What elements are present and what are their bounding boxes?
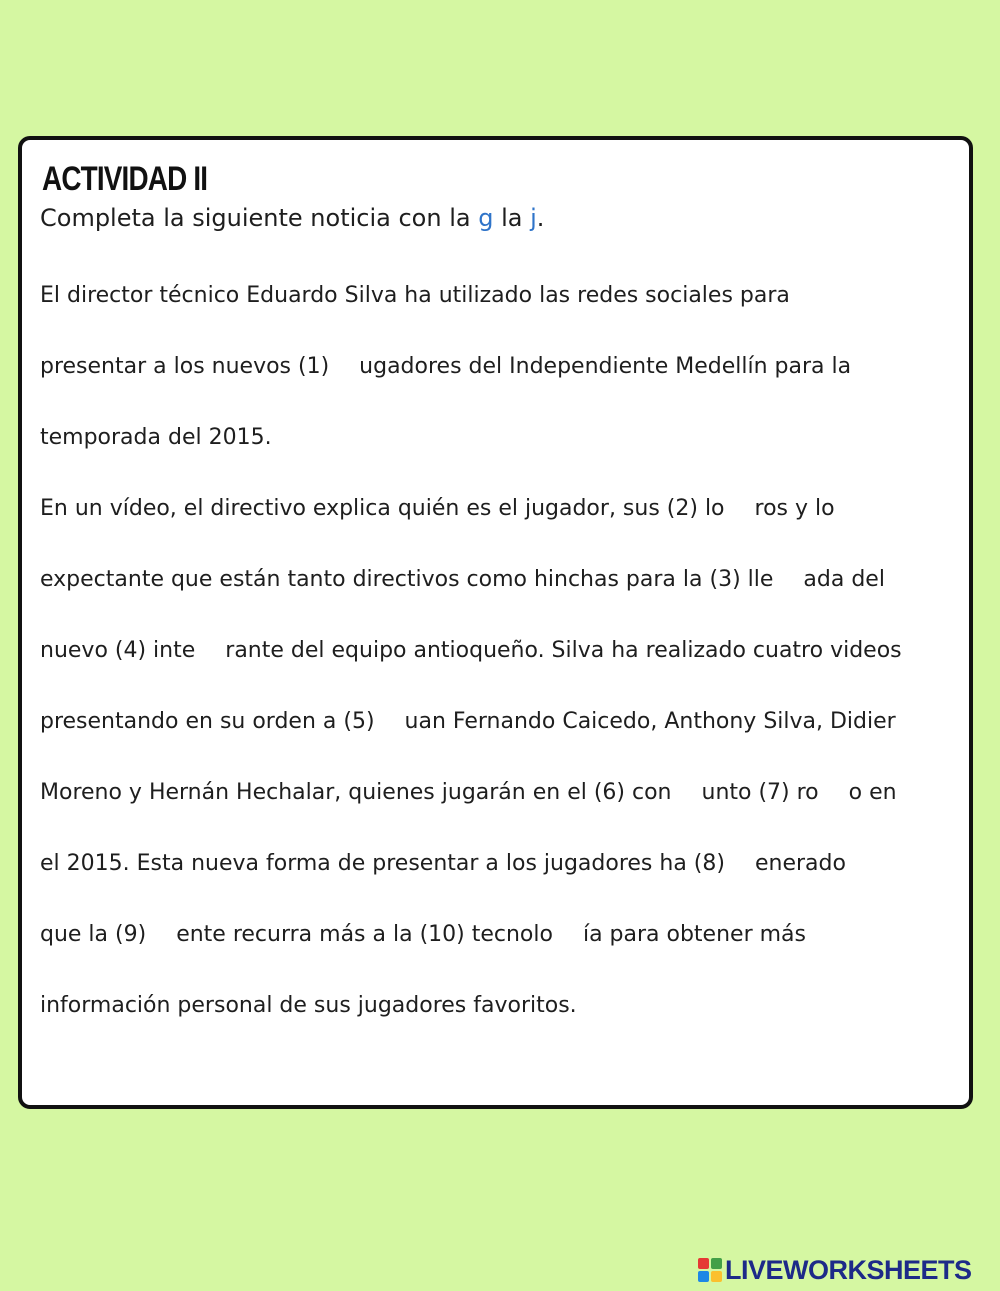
text-segment: En un vídeo, el directivo explica quién es el jugador, sus (2) lo: [40, 496, 725, 521]
text-segment: rante del equipo antioqueño. Silva ha realizado cuatro videos: [225, 638, 902, 663]
text-segment: que la (9): [40, 922, 147, 947]
logo-letter-e: [711, 1271, 722, 1282]
text-segment: ugadores del Independiente Medellín para la: [359, 354, 852, 379]
logo-mark-icon: [698, 1258, 722, 1282]
text-line-7: [40, 709, 896, 734]
text-segment: El director técnico Eduardo Silva ha utilizado las redes sociales para: [40, 283, 790, 308]
logo-letter-v: [698, 1271, 709, 1282]
letter-j: j: [530, 204, 537, 232]
blank-7[interactable]: [819, 782, 849, 804]
text-line-1: [40, 283, 790, 308]
text-segment: presentando en su orden a (5): [40, 709, 375, 734]
text-segment: información personal de sus jugadores favoritos.: [40, 993, 577, 1018]
text-segment: expectante que están tanto directivos como hinchas para la (3) lle: [40, 567, 774, 592]
text-segment: ía para obtener más: [582, 922, 806, 947]
instruction-end: .: [536, 204, 545, 232]
activity-instruction: [40, 204, 544, 232]
blank-2[interactable]: [725, 498, 755, 520]
activity-card: [18, 136, 973, 1109]
text-line-6: [40, 638, 902, 663]
text-segment: el 2015. Esta nueva forma de presentar a los jugadores ha (8): [40, 851, 725, 876]
text-line-5: [40, 567, 885, 592]
text-line-11: [40, 993, 577, 1018]
text-line-4: [40, 496, 835, 521]
logo-text: LIVEWORKSHEETS: [725, 1255, 972, 1285]
blank-6[interactable]: [672, 782, 702, 804]
blank-10[interactable]: [553, 924, 583, 946]
blank-4[interactable]: [195, 640, 225, 662]
text-segment: o en: [848, 780, 897, 805]
text-segment: temporada del 2015.: [40, 425, 272, 450]
text-segment: ada del: [803, 567, 885, 592]
liveworksheets-logo[interactable]: [698, 1256, 990, 1284]
text-segment: enerado: [754, 851, 846, 876]
logo-letter-l: [698, 1258, 709, 1269]
text-segment: unto (7) ro: [701, 780, 819, 805]
blank-1[interactable]: [329, 356, 359, 378]
letter-g: g: [478, 204, 494, 232]
text-line-3: [40, 425, 272, 450]
text-segment: ros y lo: [754, 496, 835, 521]
text-segment: nuevo (4) inte: [40, 638, 196, 663]
instruction-middle: la: [493, 204, 531, 232]
text-segment: presentar a los nuevos (1): [40, 354, 330, 379]
text-line-8: [40, 780, 897, 805]
activity-title: ACTIVIDAD II: [42, 160, 208, 198]
blank-8[interactable]: [725, 853, 755, 875]
text-line-10: [40, 922, 806, 947]
logo-letter-i: [711, 1258, 722, 1269]
blank-3[interactable]: [773, 569, 803, 591]
text-line-9: [40, 851, 846, 876]
blank-5[interactable]: [375, 711, 405, 733]
instruction-text: Completa la siguiente noticia con la: [40, 204, 479, 232]
text-segment: Moreno y Hernán Hechalar, quienes jugarán en el (6) con: [40, 780, 672, 805]
text-segment: ente recurra más a la (10) tecnolo: [176, 922, 553, 947]
text-segment: uan Fernando Caicedo, Anthony Silva, Didier: [404, 709, 896, 734]
blank-9[interactable]: [146, 924, 176, 946]
text-line-2: [40, 354, 851, 379]
